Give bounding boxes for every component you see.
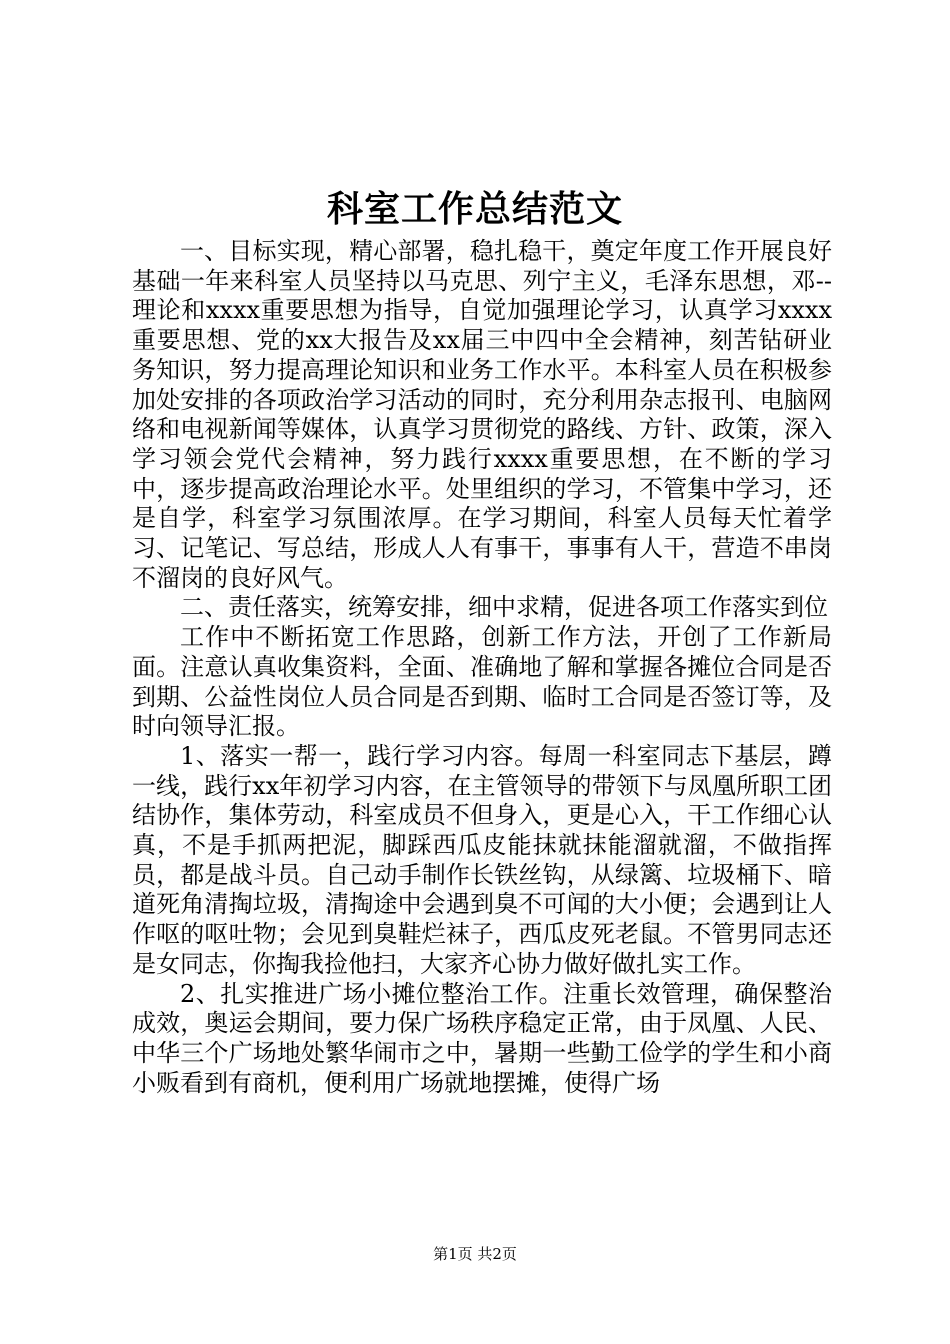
paragraph-item-2: 2、扎实推进广场小摊位整治工作。注重长效管理，确保整治成效，奥运会期间，要力保广场秩序稳定正常，由于凤凰、人民、中华三个广场地处繁华闹市之中，暑期一些勤工俭学的学生和小商小贩看到有商机，便利用广场就地摆摊，使得广场 bbox=[132, 979, 832, 1097]
document-title: 科室工作总结范文 bbox=[326, 188, 623, 230]
paragraph-work-approach: 工作中不断拓宽工作思路，创新工作方法，开创了工作新局面。注意认真收集资料，全面、准确地了解和掌握各摊位合同是否到期、公益性岗位人员合同是否到期、临时工合同是否签订等，及时向领导汇报。 bbox=[132, 623, 832, 741]
paragraph-goal-realization: 一、目标实现，精心部署，稳扎稳干，奠定年度工作开展良好基础一年来科室人员坚持以马克思、列宁主义，毛泽东思想，邓--理论和xxxx重要思想为指导，自觉加强理论学习，认真学习xxxx重要思想、党的xx大报告及xx届三中四中全会精神，刻苦钻研业务知识，努力提高理论知识和业务工作水平。本科室人员在积极参加处安排的各项政治学习活动的同时，充分利用杂志报刊、电脑网络和电视新闻等媒体，认真学习贯彻党的路线、方针、政策，深入学习领会党代会精神，努力践行xxxx重要思想，在不断的学习中，逐步提高政治理论水平。处里组织的学习，不管集中学习，还是自学，科室学习氛围浓厚。在学习期间，科室人员每天忙着学习、记笔记、写总结，形成人人有事干，事事有人干，营造不串岗不溜岗的良好风气。 bbox=[132, 237, 832, 592]
document-body bbox=[132, 237, 832, 1098]
page-footer: 第1页 共2页 bbox=[433, 1245, 517, 1263]
paragraph-item-1: 1、落实一帮一，践行学习内容。每周一科室同志下基层，蹲一线，践行xx年初学习内容，在主管领导的带领下与凤凰所职工团结协作，集体劳动，科室成员不但身入，更是心入，干工作细心认真，不是手抓两把泥，脚踩西瓜皮能抹就抹能溜就溜，不做指挥员，都是战斗员。自己动手制作长铁丝钩，从绿篱、垃圾桶下、暗道死角清掏垃圾，清掏途中会遇到臭不可闻的大小便；会遇到让人作呕的呕吐物；会见到臭鞋烂袜子，西瓜皮死老鼠。不管男同志还是女同志，你掏我捡他扫，大家齐心协力做好做扎实工作。 bbox=[132, 741, 832, 978]
paragraph-responsibility-heading: 二、责任落实，统筹安排，细中求精，促进各项工作落实到位 bbox=[180, 593, 828, 622]
